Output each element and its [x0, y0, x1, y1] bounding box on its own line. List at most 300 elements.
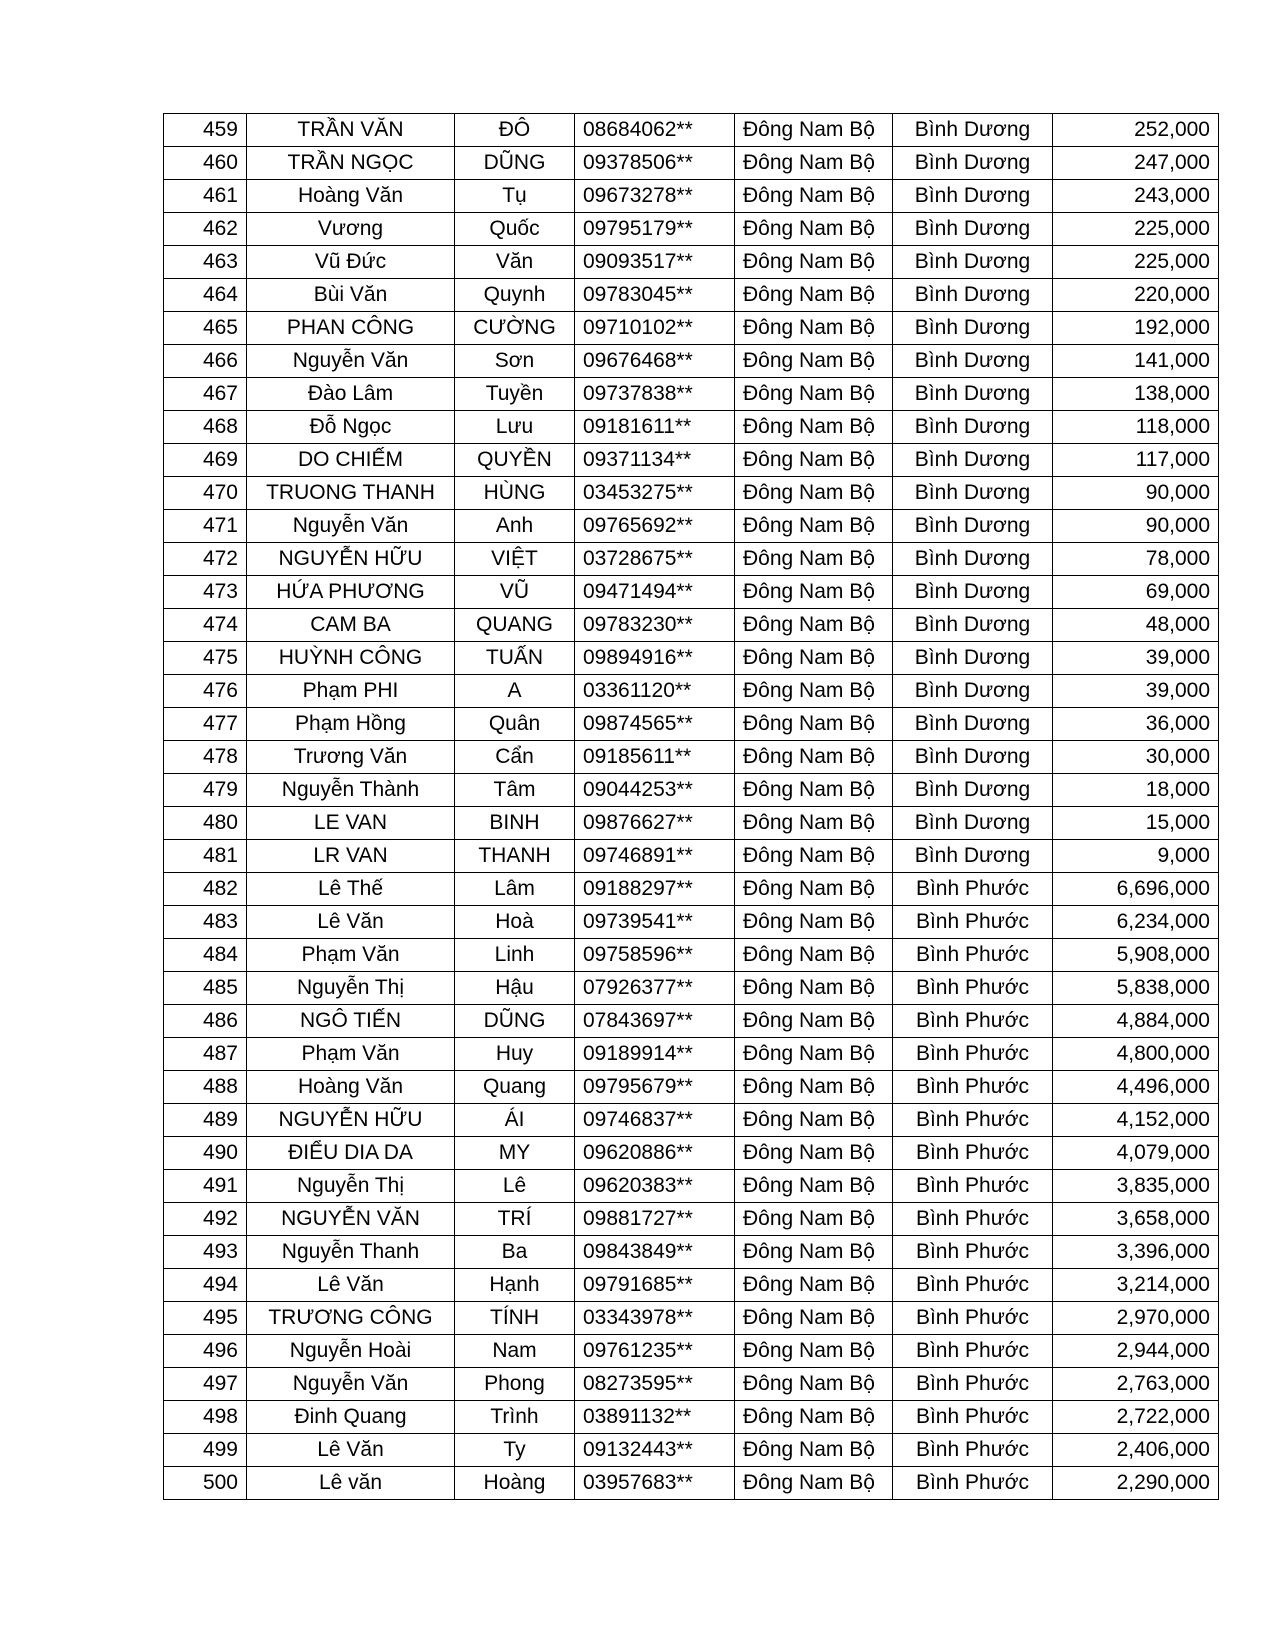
cell-province: Bình Phước: [893, 1368, 1053, 1401]
cell-family-name: Nguyễn Thị: [247, 972, 455, 1005]
cell-phone: 09378506**: [575, 147, 735, 180]
cell-family-name: Lê Văn: [247, 906, 455, 939]
cell-family-name: LR VAN: [247, 840, 455, 873]
cell-stt: 483: [164, 906, 247, 939]
cell-province: Bình Phước: [893, 1005, 1053, 1038]
cell-given-name: VIỆT: [455, 543, 575, 576]
cell-given-name: Tâm: [455, 774, 575, 807]
cell-phone: 09620383**: [575, 1170, 735, 1203]
cell-given-name: CƯỜNG: [455, 312, 575, 345]
cell-given-name: Quang: [455, 1071, 575, 1104]
cell-phone: 09739541**: [575, 906, 735, 939]
cell-province: Bình Dương: [893, 246, 1053, 279]
table-row: [164, 774, 1219, 807]
cell-amount: 5,838,000: [1053, 972, 1219, 1005]
cell-phone: 09761235**: [575, 1335, 735, 1368]
cell-amount: 90,000: [1053, 477, 1219, 510]
cell-family-name: Vũ Đức: [247, 246, 455, 279]
cell-amount: 2,406,000: [1053, 1434, 1219, 1467]
cell-family-name: Hoàng Văn: [247, 1071, 455, 1104]
table-row: [164, 411, 1219, 444]
cell-amount: 2,722,000: [1053, 1401, 1219, 1434]
cell-family-name: Đinh Quang: [247, 1401, 455, 1434]
cell-family-name: Hoàng Văn: [247, 180, 455, 213]
cell-family-name: Vương: [247, 213, 455, 246]
cell-region: Đông Nam Bộ: [735, 1368, 893, 1401]
table-row: [164, 1467, 1219, 1500]
cell-amount: 243,000: [1053, 180, 1219, 213]
cell-province: Bình Dương: [893, 675, 1053, 708]
cell-phone: 09189914**: [575, 1038, 735, 1071]
cell-family-name: NGUYỄN VĂN: [247, 1203, 455, 1236]
cell-amount: 39,000: [1053, 642, 1219, 675]
cell-amount: 6,234,000: [1053, 906, 1219, 939]
cell-phone: 09874565**: [575, 708, 735, 741]
cell-province: Bình Dương: [893, 477, 1053, 510]
cell-province: Bình Dương: [893, 708, 1053, 741]
cell-given-name: MY: [455, 1137, 575, 1170]
cell-family-name: Đỗ Ngọc: [247, 411, 455, 444]
cell-region: Đông Nam Bộ: [735, 939, 893, 972]
table-row: [164, 444, 1219, 477]
cell-given-name: HÙNG: [455, 477, 575, 510]
cell-family-name: NGUYỄN HỮU: [247, 1104, 455, 1137]
cell-given-name: Lâm: [455, 873, 575, 906]
table-row: [164, 543, 1219, 576]
cell-given-name: BINH: [455, 807, 575, 840]
cell-stt: 472: [164, 543, 247, 576]
cell-phone: 09795679**: [575, 1071, 735, 1104]
cell-family-name: Đào Lâm: [247, 378, 455, 411]
cell-stt: 475: [164, 642, 247, 675]
cell-province: Bình Dương: [893, 642, 1053, 675]
cell-given-name: A: [455, 675, 575, 708]
table-row: [164, 477, 1219, 510]
cell-region: Đông Nam Bộ: [735, 1467, 893, 1500]
cell-family-name: Lê Thế: [247, 873, 455, 906]
table-row: [164, 906, 1219, 939]
cell-family-name: PHAN CÔNG: [247, 312, 455, 345]
cell-phone: 08684062**: [575, 114, 735, 147]
cell-given-name: Hoàng: [455, 1467, 575, 1500]
cell-amount: 141,000: [1053, 345, 1219, 378]
cell-phone: 09737838**: [575, 378, 735, 411]
cell-phone: 09093517**: [575, 246, 735, 279]
cell-family-name: HUỲNH CÔNG: [247, 642, 455, 675]
cell-family-name: CAM BA: [247, 609, 455, 642]
cell-phone: 09783045**: [575, 279, 735, 312]
cell-stt: 473: [164, 576, 247, 609]
cell-phone: 09765692**: [575, 510, 735, 543]
cell-given-name: Ba: [455, 1236, 575, 1269]
cell-stt: 460: [164, 147, 247, 180]
table-row: [164, 972, 1219, 1005]
cell-stt: 468: [164, 411, 247, 444]
cell-province: Bình Dương: [893, 543, 1053, 576]
cell-family-name: Nguyễn Hoài: [247, 1335, 455, 1368]
cell-region: Đông Nam Bộ: [735, 246, 893, 279]
cell-region: Đông Nam Bộ: [735, 576, 893, 609]
cell-amount: 252,000: [1053, 114, 1219, 147]
cell-phone: 07926377**: [575, 972, 735, 1005]
cell-phone: 09181611**: [575, 411, 735, 444]
cell-stt: 486: [164, 1005, 247, 1038]
cell-phone: 09795179**: [575, 213, 735, 246]
cell-region: Đông Nam Bộ: [735, 1203, 893, 1236]
cell-given-name: Anh: [455, 510, 575, 543]
cell-phone: 09044253**: [575, 774, 735, 807]
table-row: [164, 642, 1219, 675]
cell-stt: 480: [164, 807, 247, 840]
cell-given-name: Linh: [455, 939, 575, 972]
cell-region: Đông Nam Bộ: [735, 1071, 893, 1104]
cell-phone: 09876627**: [575, 807, 735, 840]
cell-amount: 2,944,000: [1053, 1335, 1219, 1368]
cell-phone: 09843849**: [575, 1236, 735, 1269]
table-row: [164, 345, 1219, 378]
cell-amount: 69,000: [1053, 576, 1219, 609]
cell-family-name: TRƯƠNG CÔNG: [247, 1302, 455, 1335]
table-row: [164, 147, 1219, 180]
table-row: [164, 609, 1219, 642]
cell-region: Đông Nam Bộ: [735, 213, 893, 246]
cell-amount: 4,079,000: [1053, 1137, 1219, 1170]
cell-region: Đông Nam Bộ: [735, 972, 893, 1005]
cell-province: Bình Dương: [893, 114, 1053, 147]
cell-family-name: NGÔ TIẾN: [247, 1005, 455, 1038]
cell-amount: 48,000: [1053, 609, 1219, 642]
cell-amount: 192,000: [1053, 312, 1219, 345]
table-row: [164, 1302, 1219, 1335]
cell-given-name: Tụ: [455, 180, 575, 213]
cell-phone: 09894916**: [575, 642, 735, 675]
cell-stt: 489: [164, 1104, 247, 1137]
cell-region: Đông Nam Bộ: [735, 1269, 893, 1302]
cell-amount: 117,000: [1053, 444, 1219, 477]
cell-amount: 5,908,000: [1053, 939, 1219, 972]
cell-region: Đông Nam Bộ: [735, 807, 893, 840]
cell-region: Đông Nam Bộ: [735, 477, 893, 510]
table-row: [164, 1236, 1219, 1269]
table-row: [164, 1368, 1219, 1401]
cell-province: Bình Phước: [893, 1203, 1053, 1236]
cell-family-name: Nguyễn Thành: [247, 774, 455, 807]
cell-province: Bình Phước: [893, 1104, 1053, 1137]
cell-amount: 247,000: [1053, 147, 1219, 180]
cell-region: Đông Nam Bộ: [735, 1236, 893, 1269]
table-row: [164, 213, 1219, 246]
cell-region: Đông Nam Bộ: [735, 543, 893, 576]
table-row: [164, 510, 1219, 543]
table-row: [164, 675, 1219, 708]
cell-province: Bình Phước: [893, 873, 1053, 906]
table-row: [164, 279, 1219, 312]
cell-stt: 490: [164, 1137, 247, 1170]
cell-region: Đông Nam Bộ: [735, 675, 893, 708]
cell-family-name: ĐIỂU DIA DA: [247, 1137, 455, 1170]
cell-region: Đông Nam Bộ: [735, 642, 893, 675]
cell-region: Đông Nam Bộ: [735, 840, 893, 873]
cell-amount: 15,000: [1053, 807, 1219, 840]
cell-amount: 4,884,000: [1053, 1005, 1219, 1038]
cell-stt: 477: [164, 708, 247, 741]
cell-province: Bình Phước: [893, 1071, 1053, 1104]
cell-family-name: Nguyễn Văn: [247, 510, 455, 543]
cell-given-name: ÁI: [455, 1104, 575, 1137]
cell-province: Bình Dương: [893, 807, 1053, 840]
cell-amount: 9,000: [1053, 840, 1219, 873]
cell-stt: 485: [164, 972, 247, 1005]
table-row: [164, 840, 1219, 873]
cell-region: Đông Nam Bộ: [735, 378, 893, 411]
cell-region: Đông Nam Bộ: [735, 741, 893, 774]
cell-family-name: Nguyễn Thị: [247, 1170, 455, 1203]
cell-phone: 09758596**: [575, 939, 735, 972]
table-row: [164, 576, 1219, 609]
cell-family-name: Phạm Văn: [247, 939, 455, 972]
cell-phone: 09791685**: [575, 1269, 735, 1302]
cell-province: Bình Dương: [893, 345, 1053, 378]
cell-amount: 90,000: [1053, 510, 1219, 543]
cell-stt: 478: [164, 741, 247, 774]
cell-family-name: Trương Văn: [247, 741, 455, 774]
cell-province: Bình Dương: [893, 444, 1053, 477]
cell-given-name: TÍNH: [455, 1302, 575, 1335]
cell-region: Đông Nam Bộ: [735, 180, 893, 213]
table-row: [164, 708, 1219, 741]
cell-family-name: Phạm Hồng: [247, 708, 455, 741]
cell-amount: 118,000: [1053, 411, 1219, 444]
cell-phone: 03957683**: [575, 1467, 735, 1500]
cell-phone: 09783230**: [575, 609, 735, 642]
cell-stt: 498: [164, 1401, 247, 1434]
cell-given-name: Lưu: [455, 411, 575, 444]
cell-family-name: TRẦN VĂN: [247, 114, 455, 147]
cell-province: Bình Phước: [893, 1335, 1053, 1368]
cell-phone: 09746891**: [575, 840, 735, 873]
cell-given-name: VŨ: [455, 576, 575, 609]
cell-stt: 481: [164, 840, 247, 873]
cell-phone: 09676468**: [575, 345, 735, 378]
cell-family-name: Lê văn: [247, 1467, 455, 1500]
cell-stt: 465: [164, 312, 247, 345]
cell-given-name: DŨNG: [455, 147, 575, 180]
cell-family-name: TRUONG THANH: [247, 477, 455, 510]
cell-province: Bình Dương: [893, 510, 1053, 543]
cell-region: Đông Nam Bộ: [735, 114, 893, 147]
cell-given-name: Phong: [455, 1368, 575, 1401]
cell-province: Bình Dương: [893, 411, 1053, 444]
cell-amount: 36,000: [1053, 708, 1219, 741]
cell-province: Bình Phước: [893, 1269, 1053, 1302]
cell-stt: 467: [164, 378, 247, 411]
cell-given-name: DŨNG: [455, 1005, 575, 1038]
cell-province: Bình Dương: [893, 378, 1053, 411]
cell-family-name: Phạm Văn: [247, 1038, 455, 1071]
cell-given-name: Nam: [455, 1335, 575, 1368]
cell-amount: 30,000: [1053, 741, 1219, 774]
cell-amount: 3,835,000: [1053, 1170, 1219, 1203]
cell-family-name: HỨA PHƯƠNG: [247, 576, 455, 609]
cell-stt: 487: [164, 1038, 247, 1071]
cell-amount: 78,000: [1053, 543, 1219, 576]
cell-given-name: Trình: [455, 1401, 575, 1434]
cell-province: Bình Phước: [893, 1038, 1053, 1071]
cell-given-name: Tuyền: [455, 378, 575, 411]
cell-given-name: TRÍ: [455, 1203, 575, 1236]
cell-family-name: Lê Văn: [247, 1434, 455, 1467]
cell-family-name: Nguyễn Văn: [247, 1368, 455, 1401]
cell-family-name: TRẦN NGỌC: [247, 147, 455, 180]
cell-region: Đông Nam Bộ: [735, 147, 893, 180]
table-row: [164, 1434, 1219, 1467]
cell-stt: 470: [164, 477, 247, 510]
cell-region: Đông Nam Bộ: [735, 1170, 893, 1203]
cell-phone: 09673278**: [575, 180, 735, 213]
table-row: [164, 873, 1219, 906]
cell-amount: 3,214,000: [1053, 1269, 1219, 1302]
cell-phone: 03343978**: [575, 1302, 735, 1335]
cell-amount: 39,000: [1053, 675, 1219, 708]
cell-region: Đông Nam Bộ: [735, 1302, 893, 1335]
cell-stt: 497: [164, 1368, 247, 1401]
cell-province: Bình Dương: [893, 576, 1053, 609]
cell-province: Bình Phước: [893, 1434, 1053, 1467]
cell-region: Đông Nam Bộ: [735, 411, 893, 444]
cell-phone: 09620886**: [575, 1137, 735, 1170]
cell-region: Đông Nam Bộ: [735, 345, 893, 378]
cell-stt: 471: [164, 510, 247, 543]
cell-region: Đông Nam Bộ: [735, 609, 893, 642]
cell-given-name: THANH: [455, 840, 575, 873]
cell-given-name: Sơn: [455, 345, 575, 378]
cell-stt: 474: [164, 609, 247, 642]
cell-family-name: Bùi Văn: [247, 279, 455, 312]
cell-given-name: Hoà: [455, 906, 575, 939]
cell-province: Bình Phước: [893, 972, 1053, 1005]
cell-stt: 491: [164, 1170, 247, 1203]
table-row: [164, 246, 1219, 279]
table-row: [164, 1203, 1219, 1236]
cell-family-name: Nguyễn Văn: [247, 345, 455, 378]
cell-family-name: NGUYỄN HỮU: [247, 543, 455, 576]
table-row: [164, 1005, 1219, 1038]
cell-family-name: Lê Văn: [247, 1269, 455, 1302]
cell-given-name: Hậu: [455, 972, 575, 1005]
cell-stt: 493: [164, 1236, 247, 1269]
cell-amount: 3,658,000: [1053, 1203, 1219, 1236]
cell-region: Đông Nam Bộ: [735, 1401, 893, 1434]
cell-amount: 3,396,000: [1053, 1236, 1219, 1269]
cell-province: Bình Phước: [893, 1236, 1053, 1269]
cell-region: Đông Nam Bộ: [735, 312, 893, 345]
cell-phone: 03891132**: [575, 1401, 735, 1434]
cell-province: Bình Dương: [893, 609, 1053, 642]
cell-region: Đông Nam Bộ: [735, 1005, 893, 1038]
table-row: [164, 180, 1219, 213]
cell-amount: 4,152,000: [1053, 1104, 1219, 1137]
cell-amount: 18,000: [1053, 774, 1219, 807]
cell-phone: 09881727**: [575, 1203, 735, 1236]
cell-stt: 466: [164, 345, 247, 378]
cell-given-name: TUẤN: [455, 642, 575, 675]
cell-stt: 488: [164, 1071, 247, 1104]
cell-phone: 07843697**: [575, 1005, 735, 1038]
table-row: [164, 1137, 1219, 1170]
cell-stt: 492: [164, 1203, 247, 1236]
cell-given-name: Cẩn: [455, 741, 575, 774]
cell-amount: 225,000: [1053, 246, 1219, 279]
cell-province: Bình Phước: [893, 1302, 1053, 1335]
cell-stt: 479: [164, 774, 247, 807]
cell-stt: 464: [164, 279, 247, 312]
cell-province: Bình Dương: [893, 840, 1053, 873]
cell-amount: 138,000: [1053, 378, 1219, 411]
cell-province: Bình Phước: [893, 939, 1053, 972]
cell-amount: 2,970,000: [1053, 1302, 1219, 1335]
cell-phone: 08273595**: [575, 1368, 735, 1401]
table-row: [164, 939, 1219, 972]
cell-given-name: Quynh: [455, 279, 575, 312]
cell-amount: 220,000: [1053, 279, 1219, 312]
cell-stt: 469: [164, 444, 247, 477]
cell-given-name: ĐÔ: [455, 114, 575, 147]
table-row: [164, 807, 1219, 840]
table-row: [164, 378, 1219, 411]
cell-province: Bình Dương: [893, 180, 1053, 213]
cell-given-name: Hạnh: [455, 1269, 575, 1302]
cell-province: Bình Phước: [893, 906, 1053, 939]
cell-region: Đông Nam Bộ: [735, 279, 893, 312]
cell-amount: 4,800,000: [1053, 1038, 1219, 1071]
cell-amount: 4,496,000: [1053, 1071, 1219, 1104]
cell-stt: 461: [164, 180, 247, 213]
cell-given-name: Quốc: [455, 213, 575, 246]
cell-province: Bình Phước: [893, 1467, 1053, 1500]
cell-stt: 462: [164, 213, 247, 246]
cell-stt: 495: [164, 1302, 247, 1335]
table-row: [164, 1071, 1219, 1104]
cell-province: Bình Dương: [893, 147, 1053, 180]
cell-given-name: QUANG: [455, 609, 575, 642]
cell-phone: 03453275**: [575, 477, 735, 510]
cell-phone: 09188297**: [575, 873, 735, 906]
cell-amount: 2,763,000: [1053, 1368, 1219, 1401]
cell-stt: 499: [164, 1434, 247, 1467]
cell-given-name: Lê: [455, 1170, 575, 1203]
cell-province: Bình Phước: [893, 1401, 1053, 1434]
cell-amount: 6,696,000: [1053, 873, 1219, 906]
table-row: [164, 1170, 1219, 1203]
recipient-table: [163, 113, 1219, 1500]
cell-province: Bình Dương: [893, 774, 1053, 807]
cell-phone: 09371134**: [575, 444, 735, 477]
cell-region: Đông Nam Bộ: [735, 1038, 893, 1071]
cell-given-name: Quân: [455, 708, 575, 741]
cell-family-name: Nguyễn Thanh: [247, 1236, 455, 1269]
cell-region: Đông Nam Bộ: [735, 510, 893, 543]
table-row: [164, 1401, 1219, 1434]
cell-stt: 482: [164, 873, 247, 906]
cell-region: Đông Nam Bộ: [735, 1434, 893, 1467]
cell-given-name: Ty: [455, 1434, 575, 1467]
table-body: [164, 114, 1219, 1500]
cell-region: Đông Nam Bộ: [735, 1335, 893, 1368]
cell-given-name: Văn: [455, 246, 575, 279]
table-row: [164, 1335, 1219, 1368]
cell-stt: 494: [164, 1269, 247, 1302]
table-row: [164, 114, 1219, 147]
